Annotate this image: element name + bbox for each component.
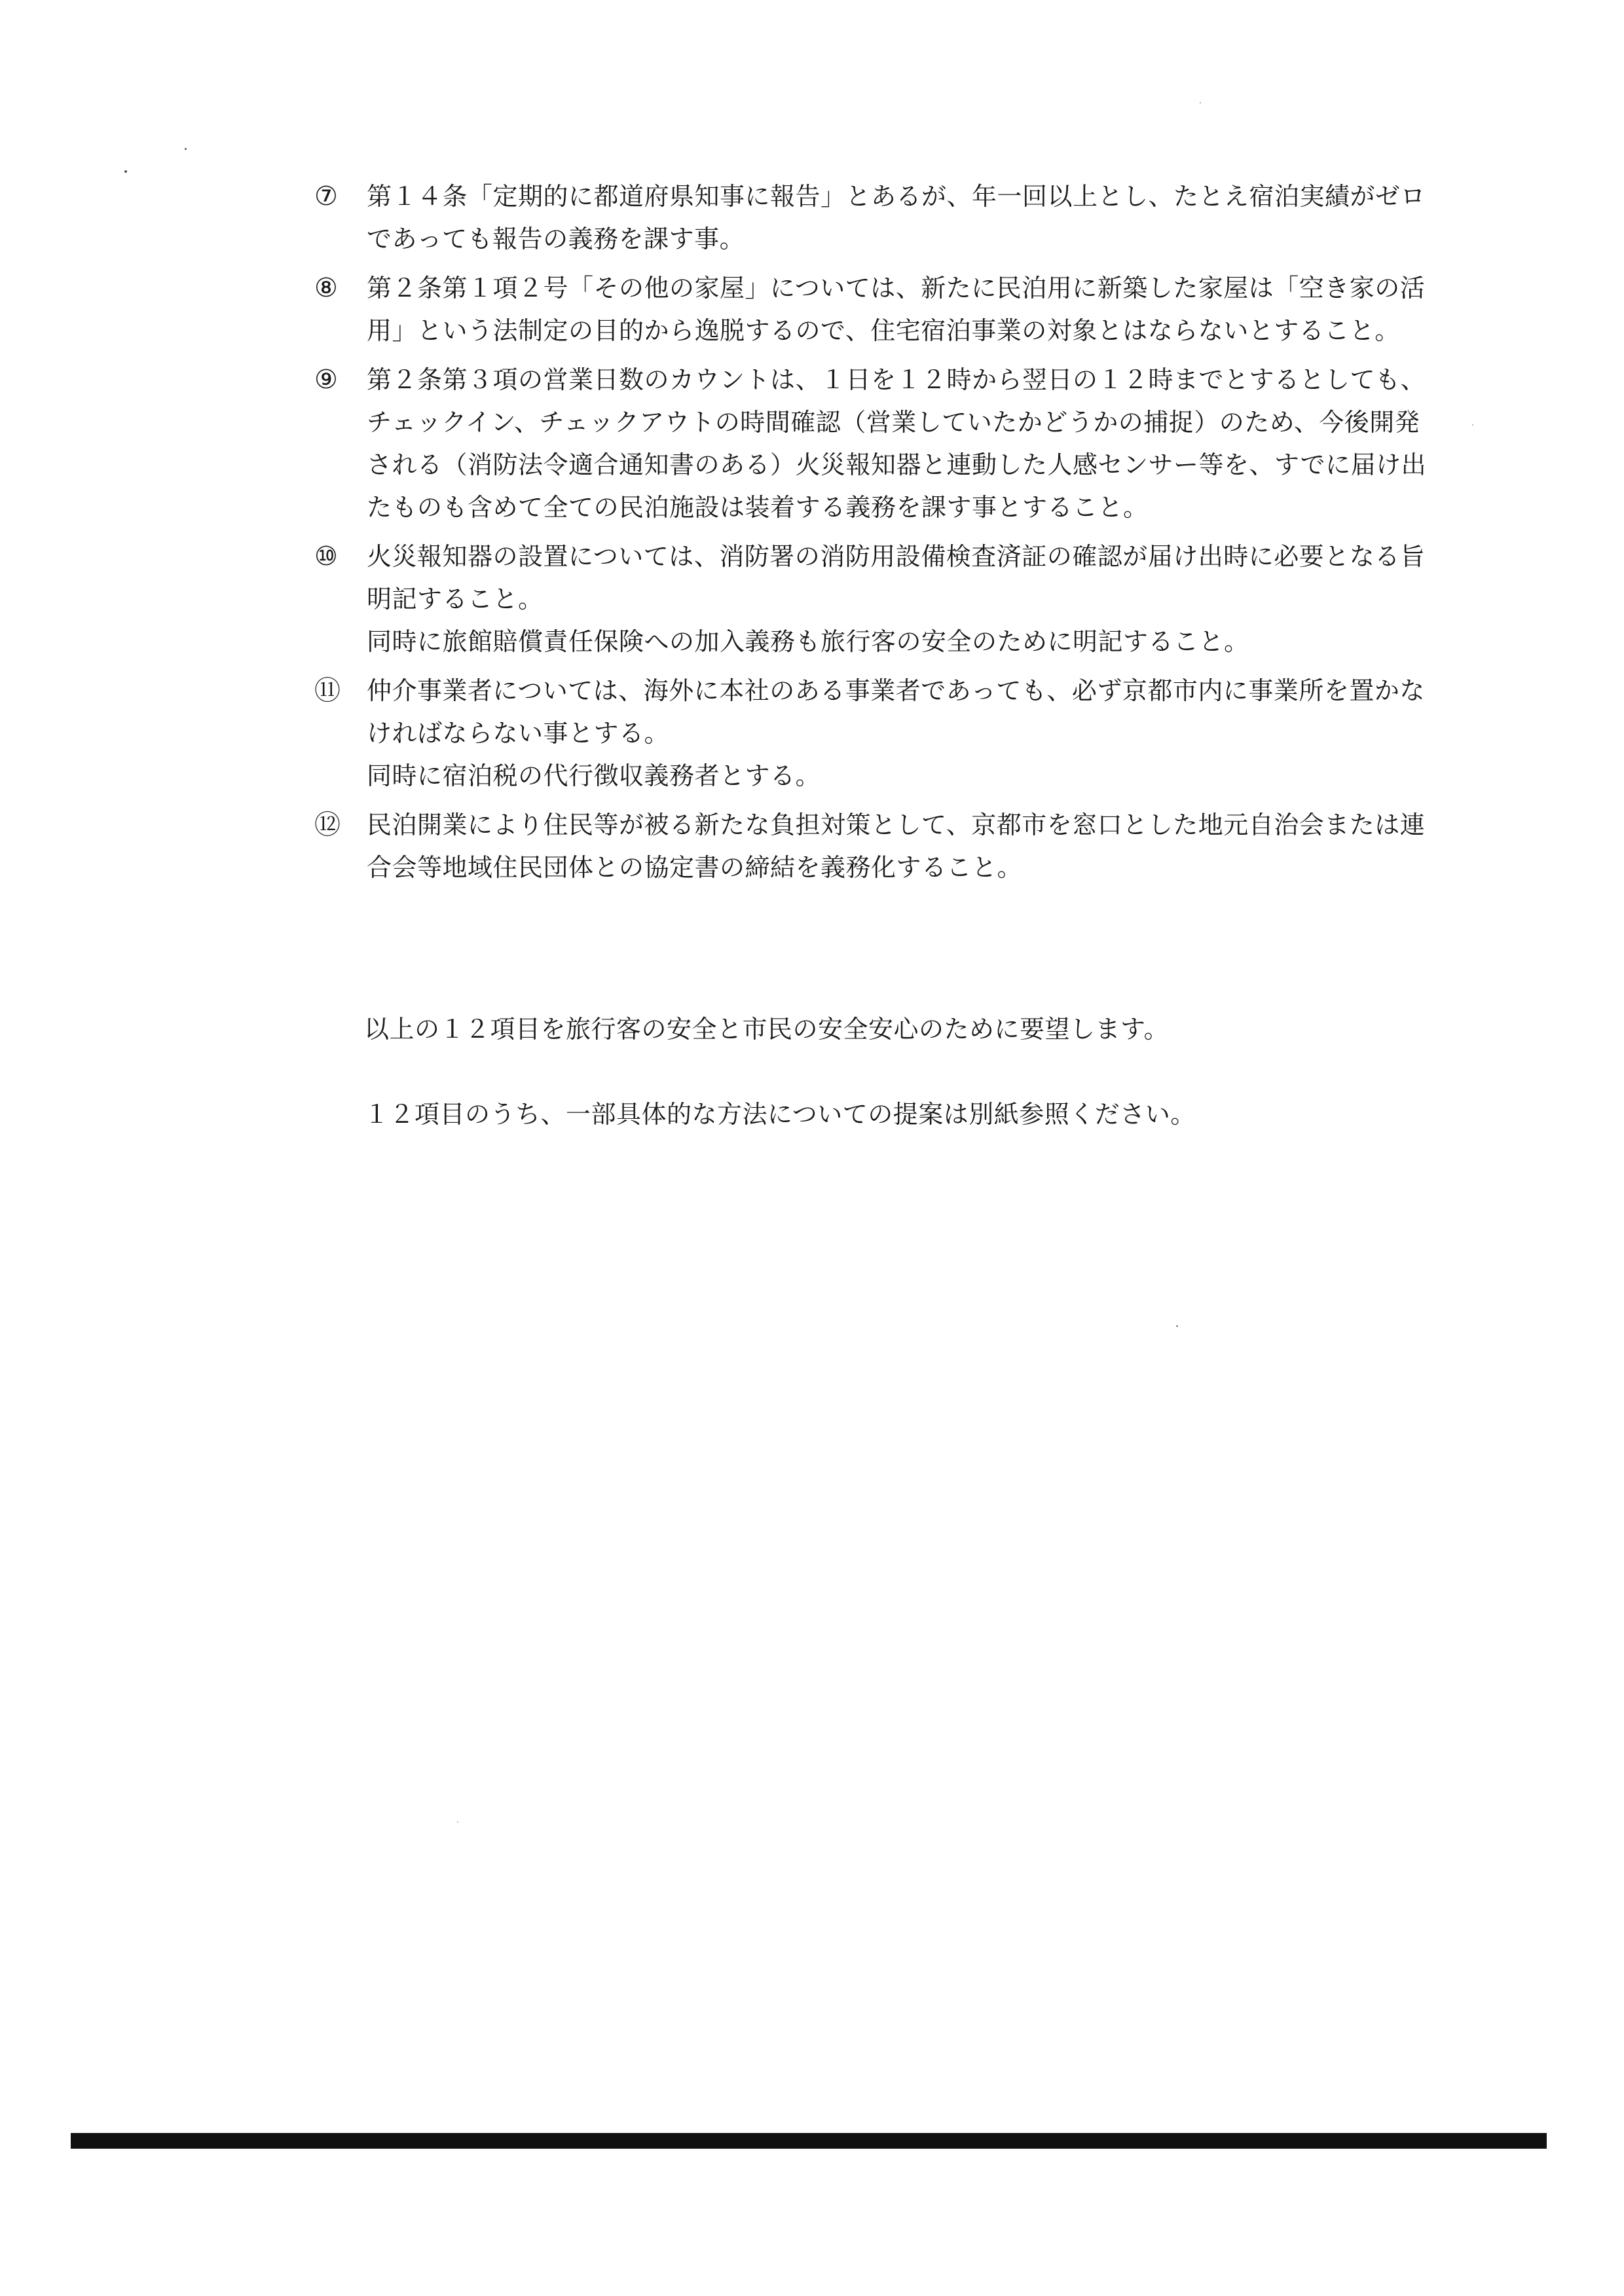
item-body: [367, 804, 1428, 889]
scan-speck: [457, 1821, 458, 1823]
item-number: ⑪: [314, 676, 341, 706]
item-text: 第２条第３項の営業日数のカウントは、１日を１２時から翌日の１２時までとするとしても、チェックイン、チェックアウトの時間確認（営業していたかどうかの捕捉）のため、今後開発される（消防法令適合通知書のある）火災報知器と連動した人感センサー等を、すでに届け出たものも含めて全ての民泊施設は装着する義務を課す事とすること。: [367, 365, 1427, 522]
scan-speck: [1176, 1325, 1178, 1327]
item-text-additional: 同時に旅館賠償責任保険への加入義務も旅行客の安全のために明記すること。: [367, 627, 1249, 656]
scan-speck: [1200, 102, 1201, 103]
item-text: 仲介事業者については、海外に本社のある事業者であっても、必ず京都市内に事業所を置かなければならない事とする。: [367, 676, 1425, 748]
closing-request-statement: 以上の１２項目を旅行客の安全と市民の安全安心のために要望します。: [364, 1015, 1169, 1044]
bottom-rule-divider: [71, 2133, 1547, 2149]
item-number: ⑦: [314, 181, 338, 211]
request-item-9: [314, 359, 1428, 529]
item-number: ⑧: [314, 273, 338, 303]
request-item-11: [314, 670, 1428, 797]
item-text: 民泊開業により住民等が被る新たな負担対策として、京都市を窓口とした地元自治会または連合会等地域住民団体との協定書の締結を義務化すること。: [367, 811, 1426, 882]
item-number: ⑨: [314, 365, 338, 395]
item-body: [367, 267, 1428, 352]
closing-attachment-note: １２項目のうち、一部具体的な方法についての提案は別紙参照ください。: [364, 1100, 1196, 1129]
scan-speck: [185, 148, 187, 150]
scan-speck: [1472, 424, 1473, 426]
item-text-additional: 同時に宿泊税の代行徴収義務者とする。: [367, 761, 821, 790]
item-body: [367, 359, 1428, 529]
item-text: 第１４条「定期的に都道府県知事に報告」とあるが、年一回以上とし、たとえ宿泊実績がゼロであっても報告の義務を課す事。: [367, 182, 1426, 253]
request-item-7: [314, 175, 1428, 261]
item-number: ⑫: [314, 810, 341, 840]
request-item-12: [314, 804, 1428, 889]
request-item-10: [314, 536, 1428, 663]
item-body: [367, 175, 1428, 261]
item-text: 火災報知器の設置については、消防署の消防用設備検査済証の確認が届け出時に必要となる旨明記すること。: [367, 542, 1426, 613]
item-body: [367, 536, 1428, 663]
item-text: 第２条第１項２号「その他の家屋」については、新たに民泊用に新築した家屋は「空き家の活用」という法制定の目的から逸脱するので、住宅宿泊事業の対象とはならないとすること。: [367, 274, 1426, 345]
scan-speck: [124, 170, 127, 173]
request-item-8: [314, 267, 1428, 352]
item-number: ⑩: [314, 541, 338, 572]
request-item-list: [314, 175, 1428, 896]
item-body: [367, 670, 1428, 797]
